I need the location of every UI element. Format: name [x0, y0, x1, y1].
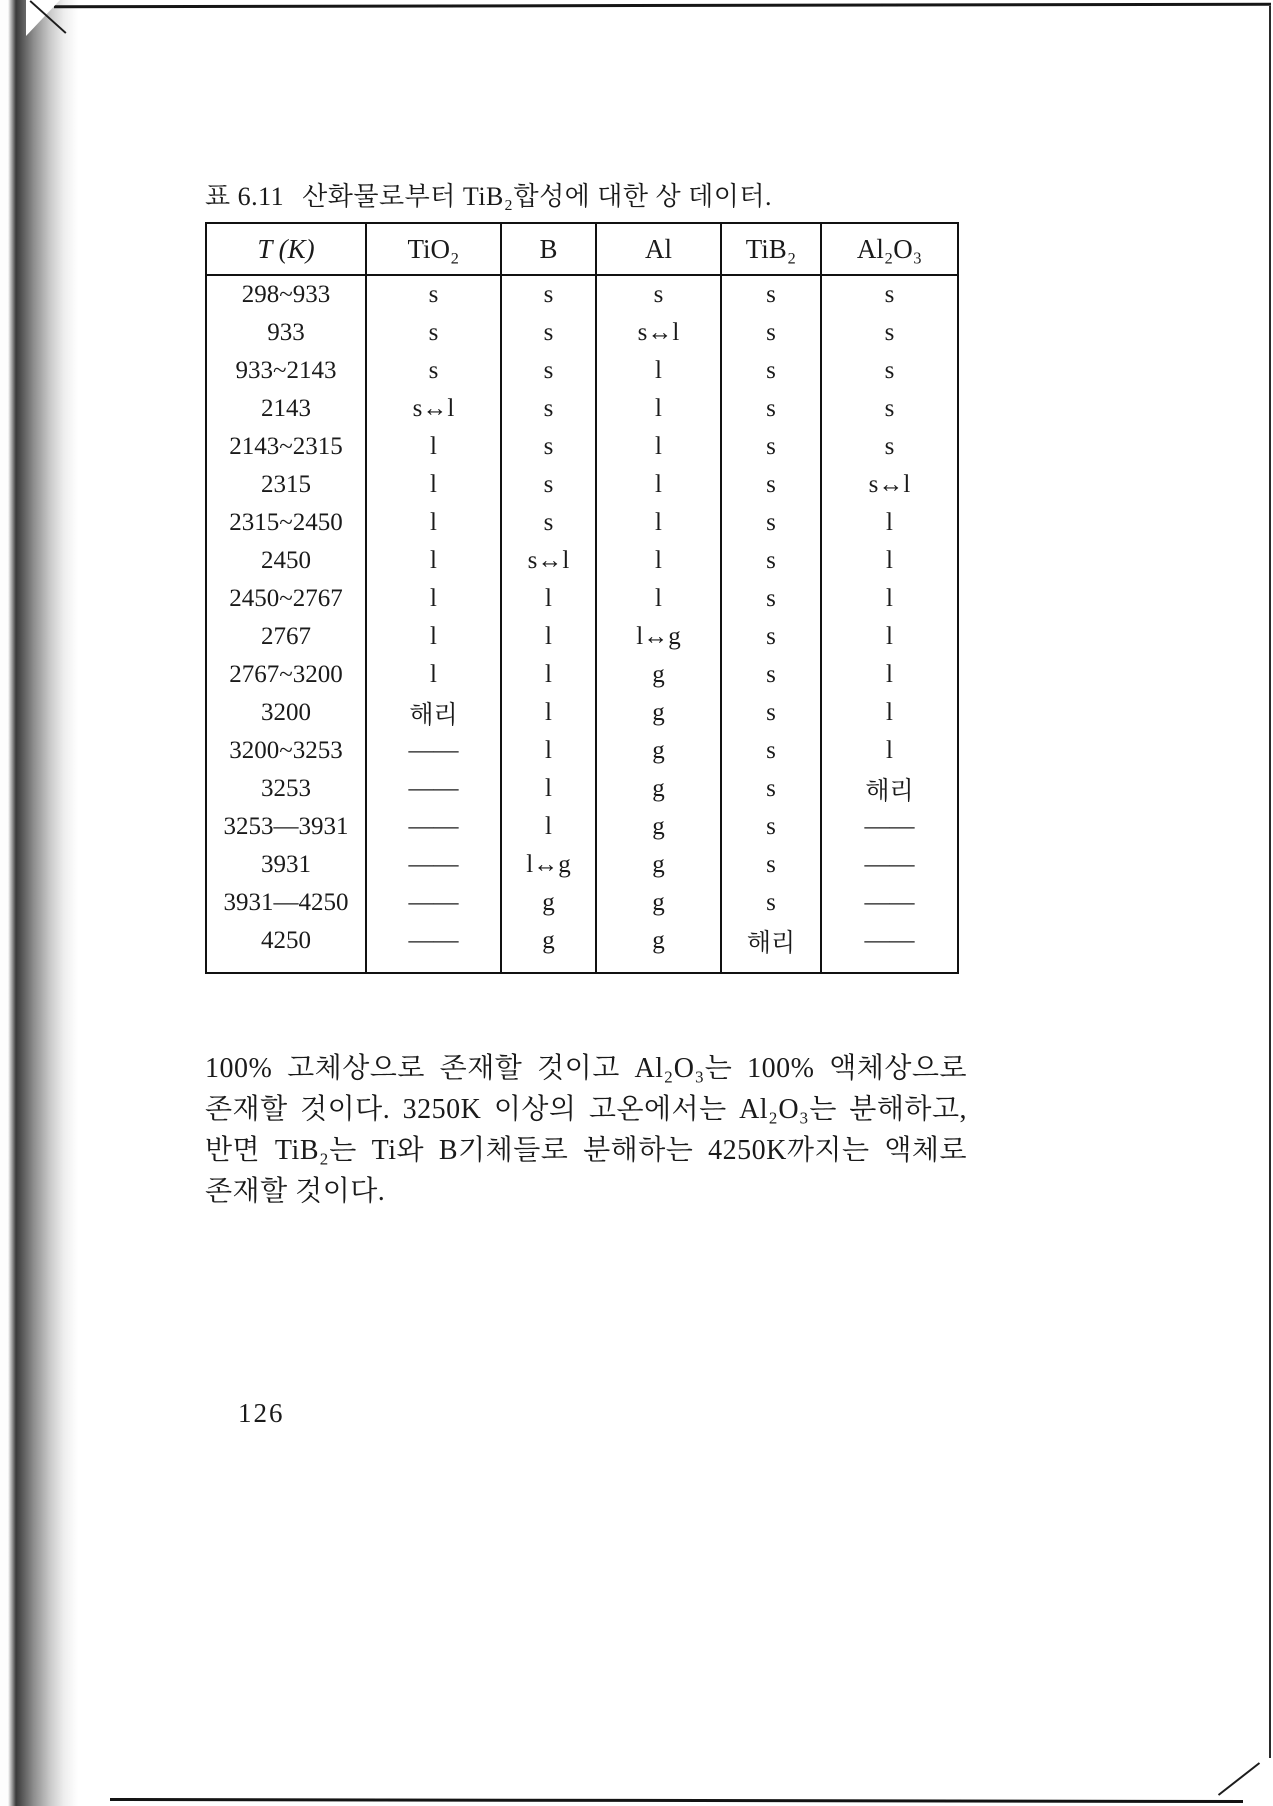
phase-cell: s: [501, 428, 596, 466]
temperature-cell: 2143~2315: [229, 433, 343, 460]
table-row: [206, 466, 958, 504]
temperature-cell: 933~2143: [235, 357, 337, 384]
phase-cell: s↔l: [501, 542, 596, 580]
phase-cell: ——: [821, 884, 958, 922]
phase-cell: s: [821, 352, 958, 390]
phase-cell: s: [721, 694, 821, 732]
phase-cell: l: [596, 504, 721, 542]
phase-cell: l: [501, 618, 596, 656]
phase-cell: s: [501, 314, 596, 352]
phase-cell: s: [721, 390, 821, 428]
phase-cell: s: [721, 352, 821, 390]
table-row: [206, 922, 958, 973]
page-bottom-edge: [110, 1798, 1243, 1803]
phase-cell: l: [821, 656, 958, 694]
phase-cell: s: [721, 275, 821, 314]
phase-cell: s: [821, 314, 958, 352]
phase-cell: l: [596, 466, 721, 504]
phase-cell: s: [721, 732, 821, 770]
column-header-al: Al: [596, 223, 721, 275]
phase-cell: l: [366, 542, 501, 580]
phase-cell: l: [501, 732, 596, 770]
phase-cell: l: [596, 428, 721, 466]
phase-cell: g: [596, 656, 721, 694]
phase-cell: l: [366, 504, 501, 542]
phase-cell: l: [821, 542, 958, 580]
page-top-edge: [54, 3, 1271, 9]
phase-cell: s: [721, 428, 821, 466]
phase-cell: s: [366, 275, 501, 314]
phase-cell: l↔g: [501, 846, 596, 884]
table-row: [206, 542, 958, 580]
phase-cell: ——: [821, 846, 958, 884]
body-paragraph: 100% 고체상으로 존재할 것이고 Al₂O₃는 100% 액체상으로 존재할 것이다. 3250K 이상의 고온에서는 Al₂O₃는 분해하고, 반면 TiB₂는 Ti와 B기체들로 분해하는 4250K까지는 액체로 존재할 것이다.: [205, 1053, 967, 1207]
phase-cell: l: [596, 390, 721, 428]
phase-cell: g: [501, 884, 596, 922]
temperature-cell: 3253—3931: [223, 813, 349, 840]
phase-cell: s: [721, 504, 821, 542]
phase-cell: s: [721, 808, 821, 846]
phase-cell: g: [596, 884, 721, 922]
temperature-cell: 933: [267, 319, 305, 346]
table-body: [206, 275, 958, 973]
phase-cell: l: [501, 656, 596, 694]
phase-cell: g: [596, 846, 721, 884]
phase-cell: g: [596, 770, 721, 808]
page-right-edge: [1269, 6, 1271, 1758]
phase-cell: ——: [366, 922, 501, 973]
phase-cell: s: [721, 466, 821, 504]
phase-cell: g: [596, 732, 721, 770]
phase-cell: l: [821, 580, 958, 618]
table-row: [206, 580, 958, 618]
phase-cell: 해리: [721, 922, 821, 973]
phase-cell: l: [366, 656, 501, 694]
temperature-cell: 2450: [261, 547, 311, 574]
temperature-cell: 2767~3200: [229, 661, 343, 688]
phase-cell: s: [821, 428, 958, 466]
phase-cell: s: [501, 352, 596, 390]
table-caption: [205, 176, 772, 213]
phase-cell: s↔l: [596, 314, 721, 352]
temperature-cell: 3200~3253: [229, 737, 343, 764]
phase-cell: l: [366, 618, 501, 656]
phase-data-table: [205, 222, 959, 974]
temperature-cell: 2315: [261, 471, 311, 498]
table-caption-label: 표 6.11: [205, 182, 285, 211]
phase-cell: ——: [366, 846, 501, 884]
phase-cell: ——: [366, 770, 501, 808]
phase-cell: s: [501, 390, 596, 428]
table-row: [206, 808, 958, 846]
temperature-cell: 2143: [261, 395, 311, 422]
phase-cell: s: [721, 542, 821, 580]
table-row: [206, 390, 958, 428]
phase-cell: l: [596, 542, 721, 580]
table-row: [206, 732, 958, 770]
phase-cell: l: [596, 580, 721, 618]
phase-cell: s: [821, 275, 958, 314]
phase-cell: s: [501, 466, 596, 504]
phase-cell: l: [501, 808, 596, 846]
phase-cell: s: [821, 390, 958, 428]
table-row: [206, 884, 958, 922]
table-row: [206, 504, 958, 542]
phase-cell: s: [721, 314, 821, 352]
phase-cell: l: [366, 580, 501, 618]
phase-cell: l: [821, 618, 958, 656]
table-row: [206, 314, 958, 352]
phase-cell: s: [366, 352, 501, 390]
table-header-row: [206, 223, 958, 275]
temperature-cell: 3931—4250: [223, 889, 349, 916]
phase-cell: ——: [366, 732, 501, 770]
phase-cell: s: [721, 884, 821, 922]
phase-cell: l: [821, 694, 958, 732]
phase-cell: ——: [821, 808, 958, 846]
column-header-tib2: TiB₂: [721, 223, 821, 275]
table-row: [206, 352, 958, 390]
temperature-cell: 2315~2450: [229, 509, 343, 536]
phase-cell: ——: [821, 922, 958, 973]
page-corner-cut: [1218, 1762, 1260, 1796]
temperature-cell: 298~933: [241, 281, 331, 308]
phase-cell: l: [501, 694, 596, 732]
book-spine-shadow: [0, 0, 78, 1806]
table-caption-text: 산화물로부터 TiB₂합성에 대한 상 데이터.: [302, 182, 772, 211]
phase-cell: s: [721, 846, 821, 884]
phase-cell: g: [596, 808, 721, 846]
phase-cell: s: [721, 770, 821, 808]
page-number: 126: [238, 1398, 285, 1428]
column-header-temperature: T (K): [206, 223, 366, 275]
phase-cell: ——: [366, 808, 501, 846]
table-row: [206, 846, 958, 884]
table-row: [206, 694, 958, 732]
phase-cell: 해리: [366, 694, 501, 732]
temperature-cell: 2450~2767: [229, 585, 343, 612]
temperature-cell: 3200: [261, 699, 311, 726]
phase-cell: s: [721, 580, 821, 618]
table-row: [206, 428, 958, 466]
phase-cell: l: [366, 466, 501, 504]
phase-cell: s: [501, 504, 596, 542]
phase-cell: l: [821, 504, 958, 542]
phase-cell: ——: [366, 884, 501, 922]
phase-cell: s: [366, 314, 501, 352]
column-header-tio2: TiO₂: [366, 223, 501, 275]
phase-cell: l: [596, 352, 721, 390]
phase-cell: l↔g: [596, 618, 721, 656]
phase-cell: s: [596, 275, 721, 314]
phase-cell: s: [721, 618, 821, 656]
phase-cell: g: [596, 922, 721, 973]
table-row: [206, 618, 958, 656]
column-header-al2o3: Al₂O₃: [821, 223, 958, 275]
phase-cell: l: [366, 428, 501, 466]
temperature-cell: 2767: [261, 623, 311, 650]
table-row: [206, 275, 958, 314]
phase-cell: s: [501, 275, 596, 314]
phase-cell: g: [596, 694, 721, 732]
phase-cell: s↔l: [366, 390, 501, 428]
phase-cell: l: [501, 770, 596, 808]
column-header-b: B: [501, 223, 596, 275]
temperature-cell: 3253: [261, 775, 311, 802]
phase-cell: s↔l: [821, 466, 958, 504]
phase-cell: s: [721, 656, 821, 694]
table-row: [206, 656, 958, 694]
phase-cell: l: [821, 732, 958, 770]
phase-cell: l: [501, 580, 596, 618]
temperature-cell: 3931: [261, 851, 311, 878]
phase-cell: 해리: [821, 770, 958, 808]
page-corner-fold: [26, 0, 60, 36]
table-row: [206, 770, 958, 808]
temperature-cell: 4250: [261, 927, 311, 954]
phase-cell: g: [501, 922, 596, 973]
